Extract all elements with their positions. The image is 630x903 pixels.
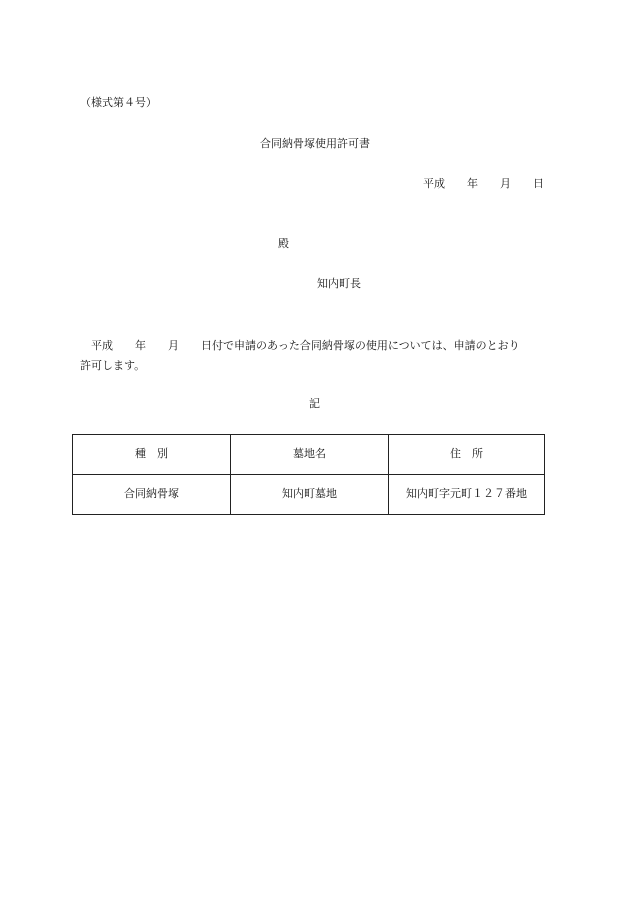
cell-address: 知内町字元町１２７番地 xyxy=(406,487,527,501)
header-cemetery-name: 墓地名 xyxy=(231,435,389,475)
cell-type: 合同納骨塚 xyxy=(73,475,231,514)
header-type: 種 別 xyxy=(73,435,231,475)
cell-cemetery-name: 知内町墓地 xyxy=(231,475,389,514)
body-line-1: 平成 年 月 日付で申請のあった合同納骨塚の使用については、申請のとおり xyxy=(91,339,520,352)
issue-date: 平成 年 月 日 xyxy=(423,177,544,190)
form-number: （様式第４号） xyxy=(80,96,157,109)
body-line-2: 許可します。 xyxy=(80,359,146,372)
issuer-name: 知内町長 xyxy=(317,277,361,290)
header-address: 住 所 xyxy=(389,435,544,475)
ki-heading: 記 xyxy=(309,397,320,410)
permission-body xyxy=(80,336,554,376)
document-title: 合同納骨塚使用許可書 xyxy=(260,137,370,150)
addressee-suffix: 殿 xyxy=(278,237,289,250)
permit-table xyxy=(72,434,545,515)
